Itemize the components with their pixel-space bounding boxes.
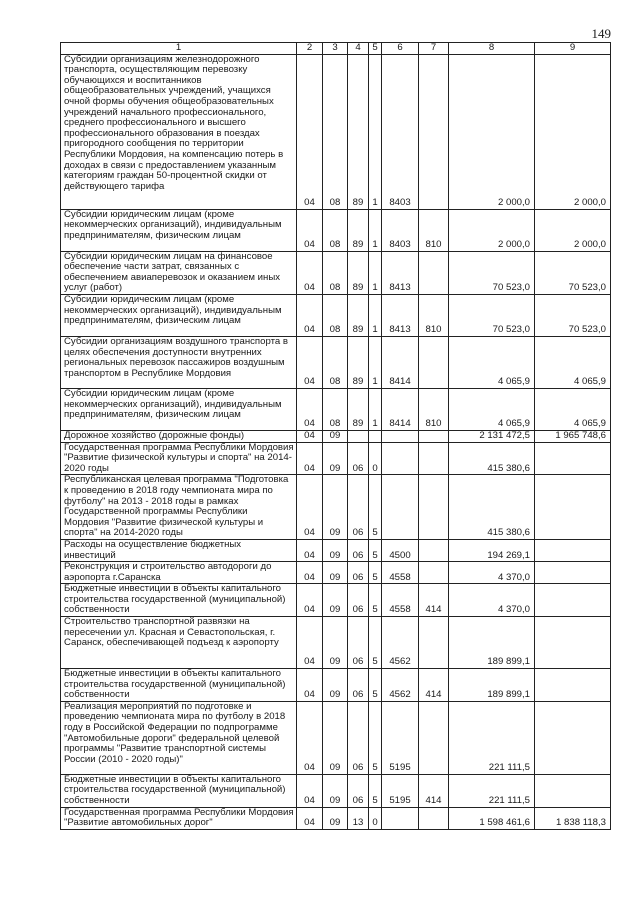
code-cell: 8413 bbox=[382, 251, 419, 294]
code-cell: 5 bbox=[369, 584, 382, 617]
code-cell bbox=[419, 442, 449, 475]
code-cell: 06 bbox=[348, 584, 369, 617]
amount-cell bbox=[535, 584, 611, 617]
row-name: Бюджетные инвестиции в объекты капитального строительства государственной (муниципальной) собственности bbox=[61, 669, 297, 702]
amount-cell: 1 598 461,6 bbox=[449, 807, 535, 829]
amount-cell: 2 131 472,5 bbox=[449, 430, 535, 442]
amount-cell: 221 111,5 bbox=[449, 774, 535, 807]
code-cell: 09 bbox=[323, 617, 348, 669]
table-row bbox=[61, 251, 611, 294]
code-cell: 414 bbox=[419, 584, 449, 617]
amount-cell bbox=[535, 617, 611, 669]
table-row bbox=[61, 294, 611, 336]
code-cell: 5 bbox=[369, 475, 382, 540]
column-header: 3 bbox=[323, 43, 348, 55]
code-cell: 06 bbox=[348, 617, 369, 669]
code-cell bbox=[419, 475, 449, 540]
code-cell: 04 bbox=[297, 584, 323, 617]
row-name: Субсидии юридическим лицам (кроме некоммерческих организаций), индивидуальным предпринимателям, физическим лицам bbox=[61, 209, 297, 251]
code-cell: 04 bbox=[297, 430, 323, 442]
code-cell: 5 bbox=[369, 617, 382, 669]
table-row bbox=[61, 774, 611, 807]
code-cell: 13 bbox=[348, 807, 369, 829]
code-cell: 89 bbox=[348, 251, 369, 294]
amount-cell: 70 523,0 bbox=[535, 294, 611, 336]
code-cell: 0 bbox=[369, 442, 382, 475]
code-cell: 04 bbox=[297, 294, 323, 336]
code-cell: 1 bbox=[369, 209, 382, 251]
amount-cell bbox=[535, 475, 611, 540]
code-cell: 5 bbox=[369, 562, 382, 584]
amount-cell: 415 380,6 bbox=[449, 442, 535, 475]
code-cell: 09 bbox=[323, 584, 348, 617]
table-row bbox=[61, 669, 611, 702]
page-number: 149 bbox=[591, 26, 611, 41]
code-cell: 04 bbox=[297, 669, 323, 702]
table-row bbox=[61, 430, 611, 442]
table-row bbox=[61, 336, 611, 388]
amount-cell: 2 000,0 bbox=[535, 54, 611, 209]
code-cell: 1 bbox=[369, 294, 382, 336]
code-cell: 5 bbox=[369, 669, 382, 702]
code-cell: 89 bbox=[348, 294, 369, 336]
code-cell bbox=[382, 430, 419, 442]
code-cell: 8403 bbox=[382, 54, 419, 209]
amount-cell: 1 965 748,6 bbox=[535, 430, 611, 442]
code-cell: 04 bbox=[297, 539, 323, 561]
row-name: Реализация мероприятий по подготовке и проведению чемпионата мира по футболу в 2018 году в Российской Федерации по подпрограмме "Автомобильные дороги" федеральной целевой программы "Развитие транспортной системы России (2010 - 2020 годы)" bbox=[61, 701, 297, 774]
table-row bbox=[61, 475, 611, 540]
row-name: Республиканская целевая программа "Подготовка к проведению в 2018 году чемпионата мира по футболу" на 2013 - 2018 годы в рамках Государственной программы Республики Мордовия "Развитие физической культуры и спорта" на 2014-2020 годы bbox=[61, 475, 297, 540]
table-row bbox=[61, 539, 611, 561]
code-cell: 08 bbox=[323, 251, 348, 294]
row-name: Государственная программа Республики Мордовия "Развитие физической культуры и спорта" на 2014-2020 годы bbox=[61, 442, 297, 475]
code-cell bbox=[419, 336, 449, 388]
code-cell: 08 bbox=[323, 54, 348, 209]
code-cell: 09 bbox=[323, 562, 348, 584]
amount-cell: 189 899,1 bbox=[449, 617, 535, 669]
code-cell bbox=[419, 54, 449, 209]
code-cell: 04 bbox=[297, 209, 323, 251]
column-header: 5 bbox=[369, 43, 382, 55]
table-row bbox=[61, 584, 611, 617]
table-row bbox=[61, 701, 611, 774]
amount-cell: 189 899,1 bbox=[449, 669, 535, 702]
amount-cell bbox=[535, 539, 611, 561]
code-cell: 810 bbox=[419, 294, 449, 336]
code-cell: 09 bbox=[323, 539, 348, 561]
table-row bbox=[61, 442, 611, 475]
row-name: Субсидии организациям воздушного транспорта в целях обеспечения доступности внутренних региональных перевозок пассажиров воздушным транспортом в Республике Мордовия bbox=[61, 336, 297, 388]
code-cell: 06 bbox=[348, 701, 369, 774]
code-cell: 414 bbox=[419, 669, 449, 702]
code-cell: 1 bbox=[369, 54, 382, 209]
amount-cell bbox=[535, 562, 611, 584]
code-cell bbox=[348, 430, 369, 442]
amount-cell: 1 838 118,3 bbox=[535, 807, 611, 829]
code-cell: 5195 bbox=[382, 701, 419, 774]
amount-cell: 4 065,9 bbox=[535, 388, 611, 430]
code-cell: 09 bbox=[323, 774, 348, 807]
amount-cell: 70 523,0 bbox=[535, 251, 611, 294]
table-row bbox=[61, 562, 611, 584]
row-name: Субсидии организациям железнодорожного транспорта, осуществляющим перевозку обучающихся и воспитанников общеобразовательных учреждений, учащихся очной формы обучения общеобразовательных учреждений начального профессионального, среднего профессионального и высшего профессионального образования в поездах пригородного сообщения по территории Республики Мордовия, на компенсацию потерь в доходах в связи с предоставлением указанным категориям граждан 50-процентной скидки от действующего тарифа bbox=[61, 54, 297, 209]
row-name: Расходы на осуществление бюджетных инвестиций bbox=[61, 539, 297, 561]
code-cell: 4562 bbox=[382, 669, 419, 702]
amount-cell: 4 370,0 bbox=[449, 584, 535, 617]
code-cell: 04 bbox=[297, 774, 323, 807]
column-header-row bbox=[61, 43, 611, 55]
code-cell: 4562 bbox=[382, 617, 419, 669]
code-cell: 06 bbox=[348, 774, 369, 807]
code-cell: 1 bbox=[369, 388, 382, 430]
code-cell: 1 bbox=[369, 336, 382, 388]
code-cell bbox=[419, 430, 449, 442]
code-cell: 04 bbox=[297, 807, 323, 829]
code-cell: 09 bbox=[323, 442, 348, 475]
code-cell bbox=[382, 442, 419, 475]
code-cell: 4558 bbox=[382, 562, 419, 584]
table-row bbox=[61, 209, 611, 251]
code-cell bbox=[419, 251, 449, 294]
row-name: Бюджетные инвестиции в объекты капитального строительства государственной (муниципальной) собственности bbox=[61, 774, 297, 807]
code-cell bbox=[419, 617, 449, 669]
column-header: 1 bbox=[61, 43, 297, 55]
code-cell: 0 bbox=[369, 807, 382, 829]
code-cell: 810 bbox=[419, 209, 449, 251]
code-cell: 89 bbox=[348, 209, 369, 251]
amount-cell bbox=[535, 701, 611, 774]
budget-table bbox=[60, 42, 611, 830]
column-header: 8 bbox=[449, 43, 535, 55]
column-header: 6 bbox=[382, 43, 419, 55]
code-cell: 08 bbox=[323, 209, 348, 251]
code-cell bbox=[419, 539, 449, 561]
row-name: Строительство транспортной развязки на пересечении ул. Красная и Севастопольская, г. Саранск, обеспечивающей подъезд к аэропорту bbox=[61, 617, 297, 669]
code-cell: 04 bbox=[297, 251, 323, 294]
row-name: Дорожное хозяйство (дорожные фонды) bbox=[61, 430, 297, 442]
row-name: Государственная программа Республики Мордовия "Развитие автомобильных дорог" bbox=[61, 807, 297, 829]
row-name: Субсидии юридическим лицам (кроме некоммерческих организаций), индивидуальным предпринимателям, физическим лицам bbox=[61, 388, 297, 430]
amount-cell: 70 523,0 bbox=[449, 294, 535, 336]
amount-cell: 4 065,9 bbox=[449, 336, 535, 388]
code-cell: 06 bbox=[348, 539, 369, 561]
amount-cell: 2 000,0 bbox=[535, 209, 611, 251]
code-cell: 5 bbox=[369, 701, 382, 774]
amount-cell: 221 111,5 bbox=[449, 701, 535, 774]
amount-cell: 4 065,9 bbox=[449, 388, 535, 430]
code-cell: 04 bbox=[297, 54, 323, 209]
code-cell: 04 bbox=[297, 336, 323, 388]
code-cell: 89 bbox=[348, 336, 369, 388]
code-cell: 8414 bbox=[382, 336, 419, 388]
code-cell: 89 bbox=[348, 388, 369, 430]
code-cell: 06 bbox=[348, 562, 369, 584]
code-cell: 8403 bbox=[382, 209, 419, 251]
code-cell: 08 bbox=[323, 388, 348, 430]
code-cell: 4558 bbox=[382, 584, 419, 617]
column-header: 4 bbox=[348, 43, 369, 55]
code-cell: 08 bbox=[323, 294, 348, 336]
amount-cell: 4 370,0 bbox=[449, 562, 535, 584]
code-cell: 09 bbox=[323, 475, 348, 540]
code-cell: 810 bbox=[419, 388, 449, 430]
row-name: Субсидии юридическим лицам (кроме некоммерческих организаций), индивидуальным предпринимателям, физическим лицам bbox=[61, 294, 297, 336]
code-cell bbox=[382, 475, 419, 540]
code-cell bbox=[419, 701, 449, 774]
code-cell: 08 bbox=[323, 336, 348, 388]
amount-cell: 2 000,0 bbox=[449, 54, 535, 209]
row-name: Реконструкция и строительство автодороги до аэропорта г.Саранска bbox=[61, 562, 297, 584]
table-row bbox=[61, 388, 611, 430]
code-cell: 04 bbox=[297, 617, 323, 669]
code-cell: 04 bbox=[297, 701, 323, 774]
code-cell bbox=[369, 430, 382, 442]
code-cell: 04 bbox=[297, 442, 323, 475]
code-cell: 04 bbox=[297, 388, 323, 430]
code-cell: 8413 bbox=[382, 294, 419, 336]
code-cell: 06 bbox=[348, 442, 369, 475]
code-cell: 414 bbox=[419, 774, 449, 807]
code-cell: 5 bbox=[369, 774, 382, 807]
column-header: 7 bbox=[419, 43, 449, 55]
amount-cell bbox=[535, 669, 611, 702]
code-cell: 04 bbox=[297, 475, 323, 540]
row-name: Бюджетные инвестиции в объекты капитального строительства государственной (муниципальной) собственности bbox=[61, 584, 297, 617]
amount-cell bbox=[535, 774, 611, 807]
code-cell: 06 bbox=[348, 669, 369, 702]
code-cell: 8414 bbox=[382, 388, 419, 430]
code-cell bbox=[382, 807, 419, 829]
code-cell: 09 bbox=[323, 807, 348, 829]
code-cell: 4500 bbox=[382, 539, 419, 561]
table-row bbox=[61, 807, 611, 829]
code-cell: 09 bbox=[323, 701, 348, 774]
code-cell: 5 bbox=[369, 539, 382, 561]
code-cell: 89 bbox=[348, 54, 369, 209]
amount-cell: 194 269,1 bbox=[449, 539, 535, 561]
table-row bbox=[61, 54, 611, 209]
code-cell bbox=[419, 807, 449, 829]
amount-cell: 2 000,0 bbox=[449, 209, 535, 251]
amount-cell: 415 380,6 bbox=[449, 475, 535, 540]
table-row bbox=[61, 617, 611, 669]
code-cell bbox=[419, 562, 449, 584]
code-cell: 06 bbox=[348, 475, 369, 540]
amount-cell bbox=[535, 442, 611, 475]
code-cell: 04 bbox=[297, 562, 323, 584]
code-cell: 1 bbox=[369, 251, 382, 294]
code-cell: 09 bbox=[323, 430, 348, 442]
amount-cell: 70 523,0 bbox=[449, 251, 535, 294]
amount-cell: 4 065,9 bbox=[535, 336, 611, 388]
code-cell: 09 bbox=[323, 669, 348, 702]
column-header: 2 bbox=[297, 43, 323, 55]
column-header: 9 bbox=[535, 43, 611, 55]
row-name: Субсидии юридическим лицам на финансовое обеспечение части затрат, связанных с обеспечением авиаперевозок и оказанием иных услуг (работ) bbox=[61, 251, 297, 294]
code-cell: 5195 bbox=[382, 774, 419, 807]
